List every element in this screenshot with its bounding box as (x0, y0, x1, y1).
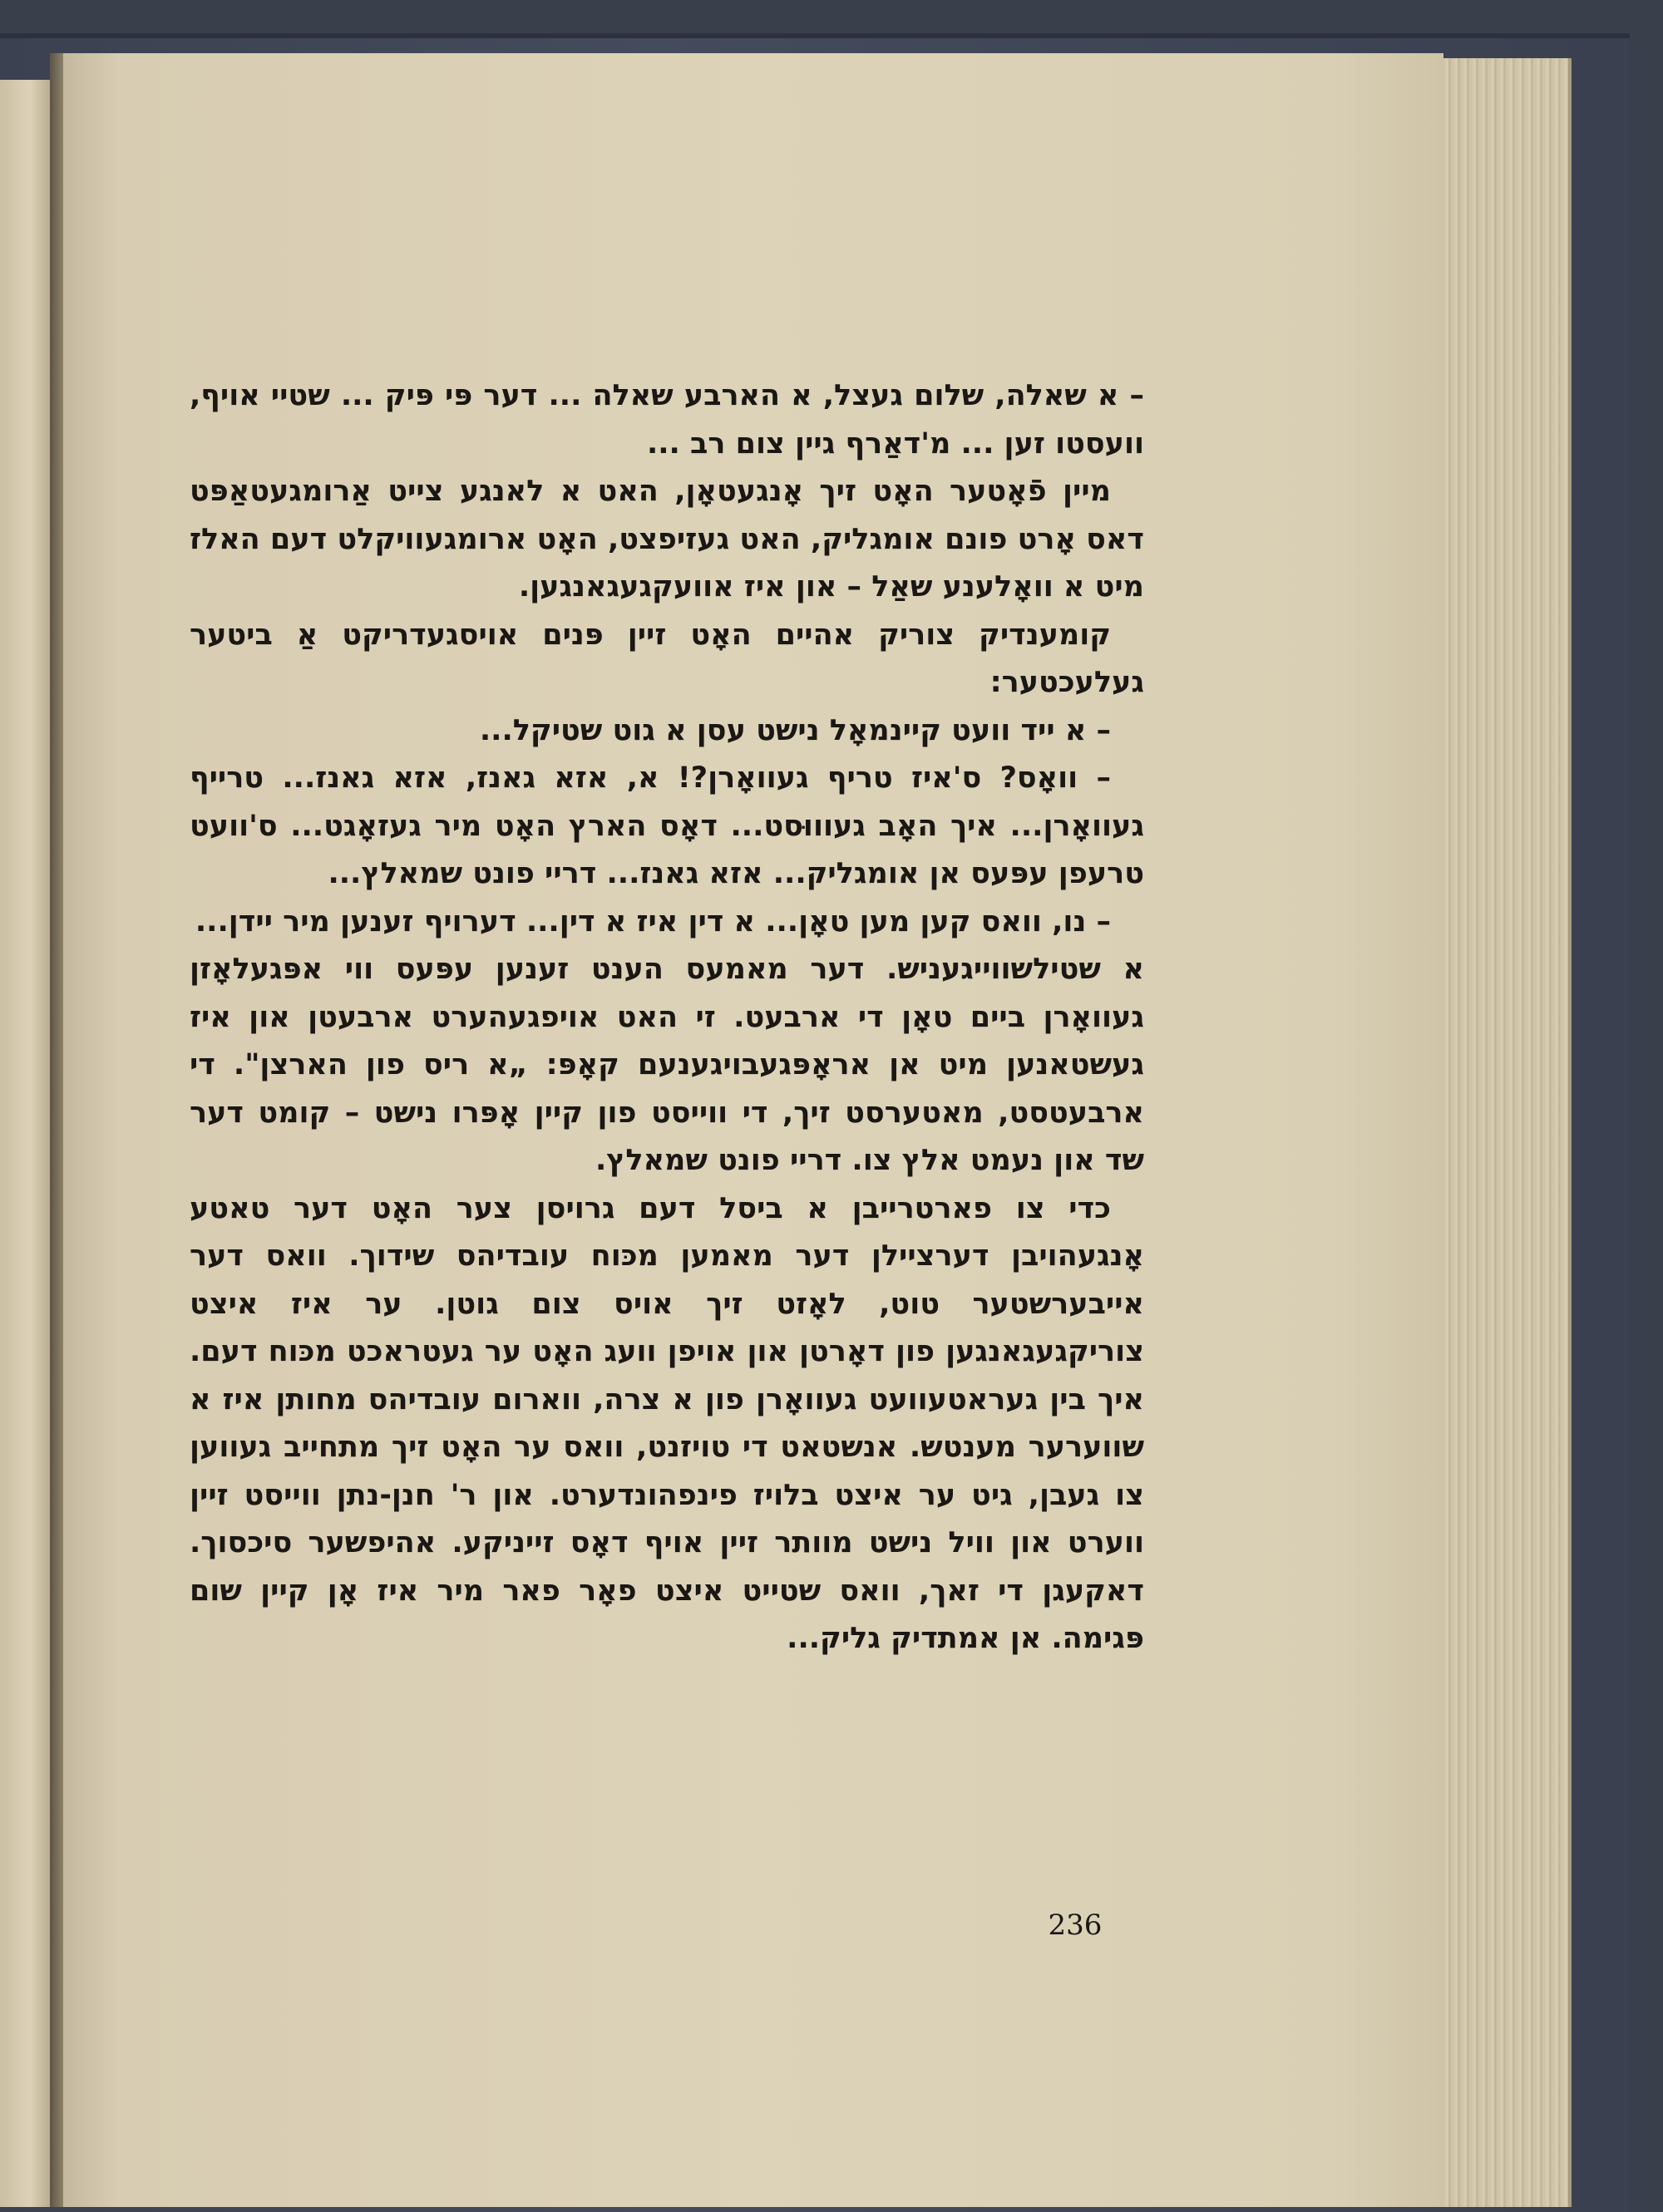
paragraph: כדי צו פארטרייבן א ביסל דעם גרויסן צער האָט דער טאטע אָנגעהויבן דערציילן דער מאמען מכּוח עובדיהס שידוך. וואס דער אייבערשטער טוט, לאָזט זיך אויס צום גוטן. ער איז איצט צוריקגעגאנגען פון דאָרטן און אויפן וועג האָט ער געטראכט מכּוח דעם. איך בין געראטעוועט געוואָרן פון א צרה, ווארום עובדיהס מחותן איז א שווערער מענטש. אנשטאט די טויזנט, וואס ער האָט זיך מתחייב געווען צו געבן, גיט ער איצט בלויז פינפהונדערט. און ר' חנן-נתן ווייסט זיין ווערט און וויל נישט מוותר זיין אויף דאָס זייניקע. אהיפשער סיכסוך. דאקעגן די זאך, וואס שטייט איצט פאָר פאר מיר איז אָן קיין שום פּגימה. אן אמתדיק גליק... (190, 1191, 1144, 1655)
left-page-edge (0, 80, 52, 2207)
paragraph: קומענדיק צוריק אהיים האָט זיין פּנים אויסגעדריקט אַ ביטער געלעכטער: (190, 618, 1144, 699)
page-edges-stack (1443, 58, 1572, 2207)
paragraph: – א שאלה, שלום געצל, א הארבע שאלה ... דער פּי פּיק ... שטיי אויף, וועסטו זען ... מ'דאַרף גיין צום רב ... (190, 379, 1144, 461)
book-gutter (50, 53, 63, 2207)
paragraph: – וואָס? ס'איז טריף געוואָרן?! א, אזא גאנז, אזא גאנז... טרייף געוואָרן... איך האָב געוווּסט... דאָס הארץ האָט מיר געזאָגט... ס'וועט טרעפן עפּעס אן אומגליק... אזא גאנז... דריי פונט שמאלץ... (190, 761, 1144, 890)
page-text (190, 372, 1144, 1663)
paragraph: א שטילשווייגעניש. דער מאמעס הענט זענען עפּעס ווי אפּגעלאָזן געוואָרן ביים טאָן די ארבעט. זי האט אויפגעהערט ארבעטן און איז געשטאנען מיט אן אראָפּגעבויגענעם קאָפּ: „א ריס פון הארצן". די ארבעטסט, מאטערסט זיך, די ווייסט פון קיין אָפּרו נישט – קומט דער שד און נעמט אלץ צו. דריי פונט שמאלץ. (190, 953, 1144, 1177)
paragraph: – נו, וואס קען מען טאָן... א דין איז א דין... דערויף זענען מיר יידן... (195, 904, 1111, 938)
paragraph: מיין פֿאָטער האָט זיך אָנגעטאָן, האט א לאנגע צייט אַרומגעטאַפּט דאס אָרט פונם אומגליק, האט געזיפצט, האָט ארומגעוויקלט דעם האלז מיט א וואָלענע שאַל – און איז אוועקגעגאנגען. (190, 475, 1144, 603)
paragraph: – א ייד וועט קיינמאָל נישט עסן א גוט שטיקל... (479, 713, 1111, 747)
page-number: 236 (1048, 1909, 1103, 1942)
